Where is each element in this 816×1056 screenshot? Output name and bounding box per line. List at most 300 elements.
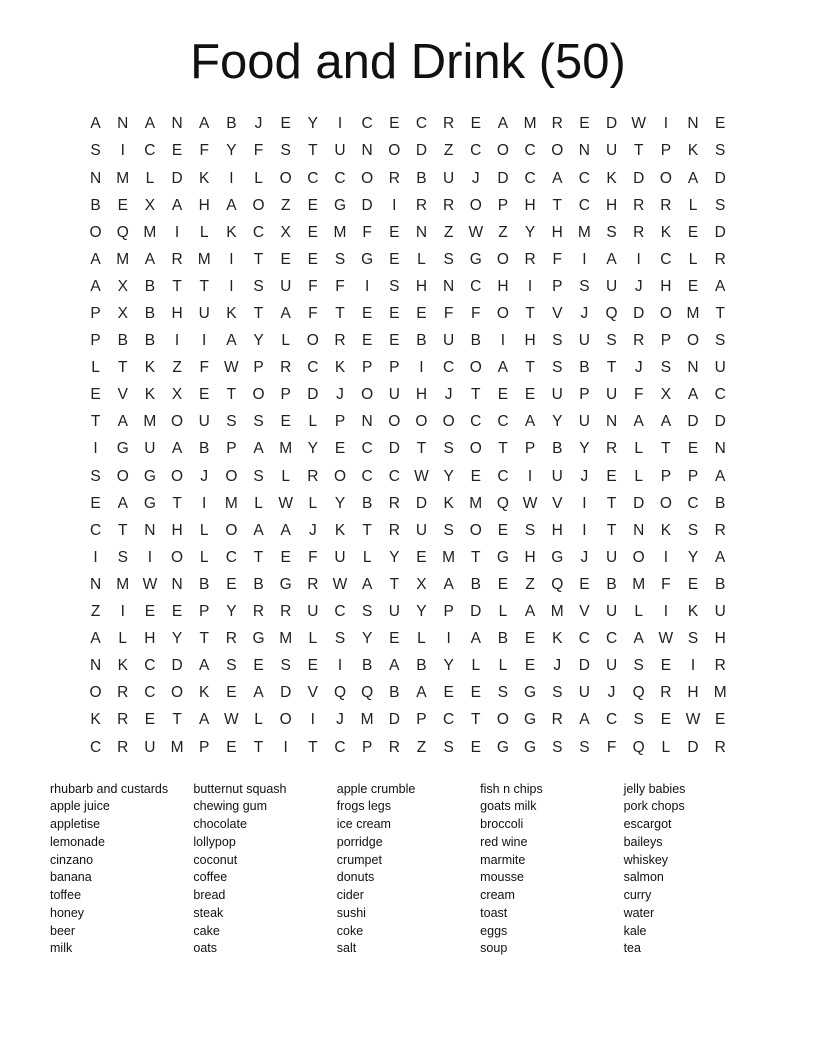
grid-cell: E [389, 305, 400, 322]
grid-cell: N [89, 575, 102, 593]
grid-cell: E [144, 711, 156, 729]
grid-cell: S [633, 711, 644, 729]
word-list-item: baileys [623, 834, 663, 849]
grid-cell: A [524, 603, 536, 621]
grid-cell: A [497, 115, 509, 133]
grid-cell: Y [389, 548, 400, 566]
grid-cell: X [171, 386, 183, 404]
grid-cell: O [388, 142, 401, 160]
grid-cell: U [388, 386, 400, 404]
grid-cell: E [280, 413, 291, 431]
grid-cell: O [116, 467, 129, 485]
grid-cell: L [281, 332, 290, 350]
grid-cell: H [714, 630, 726, 648]
grid-cell: T [471, 711, 481, 729]
grid-cell: G [361, 250, 374, 268]
grid-cell: E [660, 657, 672, 675]
grid-cell: T [471, 386, 481, 404]
grid-cell: M [224, 494, 238, 512]
grid-cell: F [308, 277, 318, 295]
grid-cell: V [307, 684, 318, 702]
grid-cell: P [524, 440, 536, 458]
grid-row [82, 165, 734, 192]
grid-cell: A [497, 359, 509, 377]
grid-cell: A [524, 413, 536, 431]
grid-cell: U [198, 305, 210, 322]
grid-cell: L [308, 494, 318, 512]
grid-cell: E [389, 223, 400, 241]
grid-cell: T [633, 142, 644, 160]
grid-cell: S [389, 277, 400, 295]
grid-cell: I [120, 142, 125, 160]
grid-cell: H [171, 521, 183, 539]
grid-cell: D [578, 657, 590, 675]
grid-cell: R [714, 521, 726, 539]
grid-cell: Y [552, 413, 563, 431]
grid-cell: J [444, 386, 453, 404]
word-list-column [337, 781, 480, 959]
grid-cell: S [117, 548, 128, 566]
grid-cell: R [307, 575, 319, 593]
grid-cell: B [144, 277, 156, 295]
grid-cell: U [280, 277, 292, 295]
grid-cell: K [144, 386, 156, 404]
grid-cell: P [90, 305, 101, 322]
word-list-item: butternut squash [193, 781, 287, 796]
grid-cell: P [90, 332, 101, 350]
grid-cell: C [225, 548, 237, 566]
grid-cell: Q [361, 684, 374, 702]
grid-cell: I [500, 332, 506, 350]
grid-cell: K [552, 630, 563, 648]
grid-cell: E [253, 657, 264, 675]
grid-cell: N [89, 169, 102, 187]
grid-cell: W [631, 115, 647, 133]
word-list-item: broccoli [480, 817, 524, 832]
grid-cell: O [171, 684, 184, 702]
grid-cell: C [334, 169, 346, 187]
grid-cell: I [636, 250, 641, 268]
grid-cell: B [470, 575, 481, 593]
grid-cell: D [280, 684, 292, 702]
grid-cell: G [143, 494, 156, 512]
grid-cell: D [497, 169, 509, 187]
grid-cell: J [336, 386, 344, 404]
grid-cell: L [634, 603, 644, 621]
grid-cell: I [663, 115, 669, 133]
grid-cell: R [307, 467, 319, 485]
grid-cell: P [280, 386, 291, 404]
grid-row [82, 463, 734, 490]
grid-cell: J [580, 305, 589, 322]
grid-cell: S [552, 738, 563, 756]
grid-cell: Z [280, 196, 291, 214]
grid-cell: O [551, 142, 564, 160]
grid-cell: E [389, 250, 400, 268]
grid-cell: R [117, 738, 129, 756]
grid-cell: B [253, 575, 264, 593]
grid-cell: O [388, 413, 401, 431]
grid-cell: H [524, 548, 536, 566]
grid-cell: F [443, 305, 454, 322]
grid-cell: J [308, 521, 317, 539]
grid-cell: N [117, 115, 129, 133]
grid-cell: I [527, 277, 533, 295]
grid-cell: Z [443, 142, 454, 160]
word-search-grid [82, 110, 734, 760]
grid-cell: B [199, 575, 210, 593]
grid-cell: Y [524, 223, 536, 241]
grid-cell: F [552, 250, 562, 268]
word-list-item: oats [193, 941, 218, 956]
grid-cell: T [525, 305, 535, 322]
grid-cell: C [497, 467, 509, 485]
grid-cell: R [388, 521, 400, 539]
grid-cell: U [144, 440, 156, 458]
word-list-item: pork chops [623, 799, 685, 814]
grid-cell: T [118, 359, 128, 377]
grid-cell: C [524, 169, 536, 187]
grid-cell: W [332, 575, 348, 593]
word-list-item: cider [336, 888, 364, 903]
grid-cell: B [90, 196, 101, 214]
grid-cell: O [496, 142, 509, 160]
grid-cell: H [415, 386, 428, 404]
grid-cell: E [416, 548, 427, 566]
grid-cell: W [224, 711, 239, 729]
grid-cell: P [660, 142, 672, 160]
grid-cell: N [361, 413, 373, 431]
grid-cell: H [171, 305, 183, 322]
grid-cell: U [307, 603, 319, 621]
grid-cell: T [199, 630, 209, 648]
grid-cell: E [497, 386, 509, 404]
grid-cell: L [308, 630, 318, 648]
grid-cell: Z [443, 223, 454, 241]
grid-cell: Y [443, 467, 454, 485]
grid-cell: K [226, 305, 237, 322]
grid-cell: D [687, 738, 699, 756]
grid-cell: O [415, 413, 428, 431]
word-list-item: bread [193, 888, 226, 903]
grid-cell: L [254, 494, 263, 512]
grid-cell: C [334, 603, 346, 621]
grid-cell: C [524, 142, 536, 160]
grid-cell: U [334, 142, 346, 160]
word-list-item: apple crumble [336, 781, 416, 796]
grid-cell: P [497, 196, 509, 214]
word-list-item: lollypop [193, 834, 236, 849]
grid-cell: A [90, 277, 101, 295]
grid-cell: B [199, 440, 210, 458]
grid-cell: K [660, 223, 672, 241]
grid-cell: M [279, 440, 293, 458]
grid-cell: A [226, 196, 237, 214]
grid-cell: W [142, 575, 158, 593]
grid-row [82, 300, 734, 327]
grid-cell: S [606, 332, 617, 350]
grid-cell: S [715, 142, 726, 160]
grid-cell: A [633, 630, 644, 648]
grid-cell: A [280, 521, 291, 539]
grid-cell: I [93, 548, 98, 566]
grid-cell: G [524, 738, 537, 756]
grid-cell: T [308, 142, 318, 160]
grid-cell: B [416, 169, 427, 187]
grid-cell: B [144, 305, 156, 322]
grid-cell: I [147, 548, 153, 566]
grid-cell: S [443, 738, 454, 756]
grid-cell: Q [632, 738, 645, 756]
grid-cell: U [443, 332, 455, 350]
grid-cell: M [360, 711, 374, 729]
grid-cell: V [552, 305, 563, 322]
grid-cell: I [663, 603, 669, 621]
grid-cell: U [578, 413, 590, 431]
grid-cell: O [469, 196, 482, 214]
word-list-item: honey [50, 905, 85, 920]
grid-cell: P [660, 332, 672, 350]
grid-cell: M [550, 603, 564, 621]
grid-cell: Z [416, 738, 427, 756]
grid-cell: I [419, 359, 424, 377]
grid-cell: U [443, 169, 455, 187]
grid-cell: P [443, 603, 454, 621]
grid-cell: S [552, 684, 563, 702]
grid-cell: E [307, 196, 318, 214]
grid-cell: M [143, 223, 157, 241]
grid-cell: S [90, 142, 101, 160]
grid-cell: E [389, 332, 400, 350]
grid-cell: E [226, 738, 237, 756]
grid-cell: M [279, 630, 293, 648]
grid-cell: E [443, 684, 454, 702]
grid-cell: R [388, 738, 400, 756]
grid-cell: F [308, 548, 318, 566]
grid-cell: T [335, 305, 345, 322]
grid-cell: H [144, 630, 156, 648]
grid-cell: I [337, 115, 343, 133]
grid-cell: O [659, 494, 672, 512]
word-list-item: chocolate [193, 817, 247, 832]
grid-cell: T [606, 521, 617, 539]
grid-cell: W [468, 223, 484, 241]
grid-cell: L [199, 223, 209, 241]
grid-cell: N [633, 521, 645, 539]
word-list-item: beer [50, 923, 76, 938]
grid-row [82, 192, 734, 219]
grid-cell: S [552, 359, 563, 377]
grid-cell: R [252, 603, 265, 621]
grid-cell: K [117, 657, 128, 675]
grid-cell: I [663, 548, 669, 566]
grid-cell: C [388, 467, 400, 485]
grid-cell: O [659, 169, 672, 187]
grid-cell: O [496, 250, 509, 268]
grid-row [82, 354, 734, 381]
grid-cell: U [144, 738, 156, 756]
grid-cell: S [579, 738, 590, 756]
grid-row [82, 246, 734, 273]
grid-cell: L [661, 738, 671, 756]
grid-cell: L [308, 413, 318, 431]
grid-cell: B [715, 494, 726, 512]
grid-cell: L [254, 169, 263, 187]
grid-cell: C [361, 467, 373, 485]
grid-cell: T [661, 440, 671, 458]
grid-cell: D [633, 494, 645, 512]
grid-cell: M [143, 413, 157, 431]
grid-cell: I [202, 332, 207, 350]
grid-cell: D [415, 494, 428, 512]
grid-cell: R [334, 332, 346, 350]
word-list-item: crumpet [336, 852, 382, 867]
grid-cell: R [524, 250, 536, 268]
word-list-item: cinzano [50, 852, 94, 867]
word-list-item: escargot [623, 817, 672, 832]
grid-cell: S [334, 250, 346, 268]
grid-cell: K [660, 521, 672, 539]
grid-cell: K [90, 711, 101, 729]
grid-cell: U [714, 359, 726, 377]
grid-cell: H [551, 521, 563, 539]
grid-cell: G [333, 196, 347, 214]
grid-cell: B [144, 332, 156, 350]
grid-cell: G [252, 630, 265, 648]
grid-cell: T [226, 386, 237, 404]
grid-cell: C [687, 494, 699, 512]
grid-cell: I [202, 494, 207, 512]
grid-row [82, 652, 734, 679]
grid-cell: P [253, 359, 264, 377]
grid-cell: I [582, 494, 587, 512]
grid-cell: K [687, 603, 699, 621]
grid-cell: M [523, 115, 537, 133]
grid-row [82, 734, 734, 761]
grid-row [82, 408, 734, 435]
grid-cell: O [442, 413, 455, 431]
grid-cell: C [334, 738, 346, 756]
grid-cell: A [687, 169, 699, 187]
word-list-item: whiskey [623, 852, 669, 867]
grid-cell: I [120, 603, 125, 621]
grid-cell: E [497, 575, 509, 593]
grid-cell: L [634, 440, 644, 458]
grid-cell: H [687, 684, 699, 702]
grid-cell: U [605, 657, 618, 675]
grid-cell: T [552, 196, 562, 214]
grid-cell: E [687, 223, 699, 241]
grid-cell: T [172, 711, 182, 729]
grid-cell: Q [496, 494, 509, 512]
grid-cell: M [442, 548, 456, 566]
word-list-item: toffee [50, 888, 82, 903]
grid-cell: M [469, 494, 483, 512]
grid-cell: O [496, 305, 509, 322]
grid-cell: M [632, 575, 646, 593]
word-list-item: fish n chips [480, 781, 543, 796]
grid-cell: K [226, 223, 237, 241]
grid-cell: B [416, 332, 427, 350]
grid-cell: S [253, 277, 264, 295]
grid-cell: E [470, 684, 481, 702]
word-list-item: marmite [480, 852, 526, 867]
word-list-item: red wine [480, 834, 528, 849]
grid-cell: A [552, 169, 563, 187]
grid-cell: J [580, 467, 589, 485]
grid-cell: O [659, 305, 672, 322]
grid-cell: G [143, 467, 156, 485]
grid-cell: C [578, 169, 590, 187]
grid-cell: U [551, 467, 563, 485]
word-list-item: cake [193, 923, 220, 938]
grid-cell: I [446, 630, 451, 648]
grid-cell: O [361, 169, 374, 187]
grid-cell: B [606, 575, 617, 593]
grid-cell: D [633, 305, 645, 322]
grid-cell: T [416, 440, 427, 458]
grid-cell: T [90, 413, 101, 431]
grid-cell: S [443, 440, 454, 458]
grid-cell: N [605, 413, 618, 431]
grid-cell: G [116, 440, 129, 458]
grid-cell: E [687, 440, 699, 458]
grid-cell: E [90, 386, 101, 404]
grid-cell: Y [307, 115, 318, 133]
grid-cell: A [280, 305, 291, 322]
grid-cell: Y [416, 603, 427, 621]
grid-cell: G [469, 250, 482, 268]
grid-cell: B [715, 575, 726, 593]
word-list-item: eggs [480, 923, 508, 938]
grid-cell: F [661, 575, 671, 593]
grid-cell: U [605, 603, 618, 621]
grid-cell: R [714, 250, 726, 268]
grid-cell: W [414, 467, 429, 485]
grid-cell: A [443, 575, 454, 593]
grid-cell: P [416, 711, 427, 729]
word-list-item: mousse [480, 870, 524, 885]
grid-cell: I [364, 277, 370, 295]
grid-cell: C [470, 277, 482, 295]
grid-cell: O [279, 169, 292, 187]
grid-cell: T [389, 575, 400, 593]
word-list-item: porridge [336, 834, 383, 849]
grid-cell: M [333, 223, 347, 241]
grid-cell: S [606, 223, 617, 241]
grid-cell: E [524, 657, 536, 675]
grid-cell: D [388, 440, 400, 458]
grid-cell: Y [334, 494, 346, 512]
grid-cell: I [283, 738, 288, 756]
grid-cell: J [254, 115, 263, 133]
grid-cell: T [118, 521, 128, 539]
grid-cell: E [226, 575, 237, 593]
grid-cell: C [361, 440, 373, 458]
word-list-item: milk [50, 941, 73, 956]
grid-cell: A [144, 115, 156, 133]
grid-cell: Y [687, 548, 699, 566]
grid-cell: Y [307, 440, 318, 458]
grid-cell: O [632, 548, 645, 566]
grid-cell: S [660, 359, 672, 377]
grid-cell: E [280, 548, 291, 566]
grid-cell: S [579, 277, 590, 295]
word-list-item: coffee [193, 870, 228, 885]
grid-cell: A [171, 440, 183, 458]
grid-cell: L [281, 467, 290, 485]
grid-cell: S [497, 684, 509, 702]
